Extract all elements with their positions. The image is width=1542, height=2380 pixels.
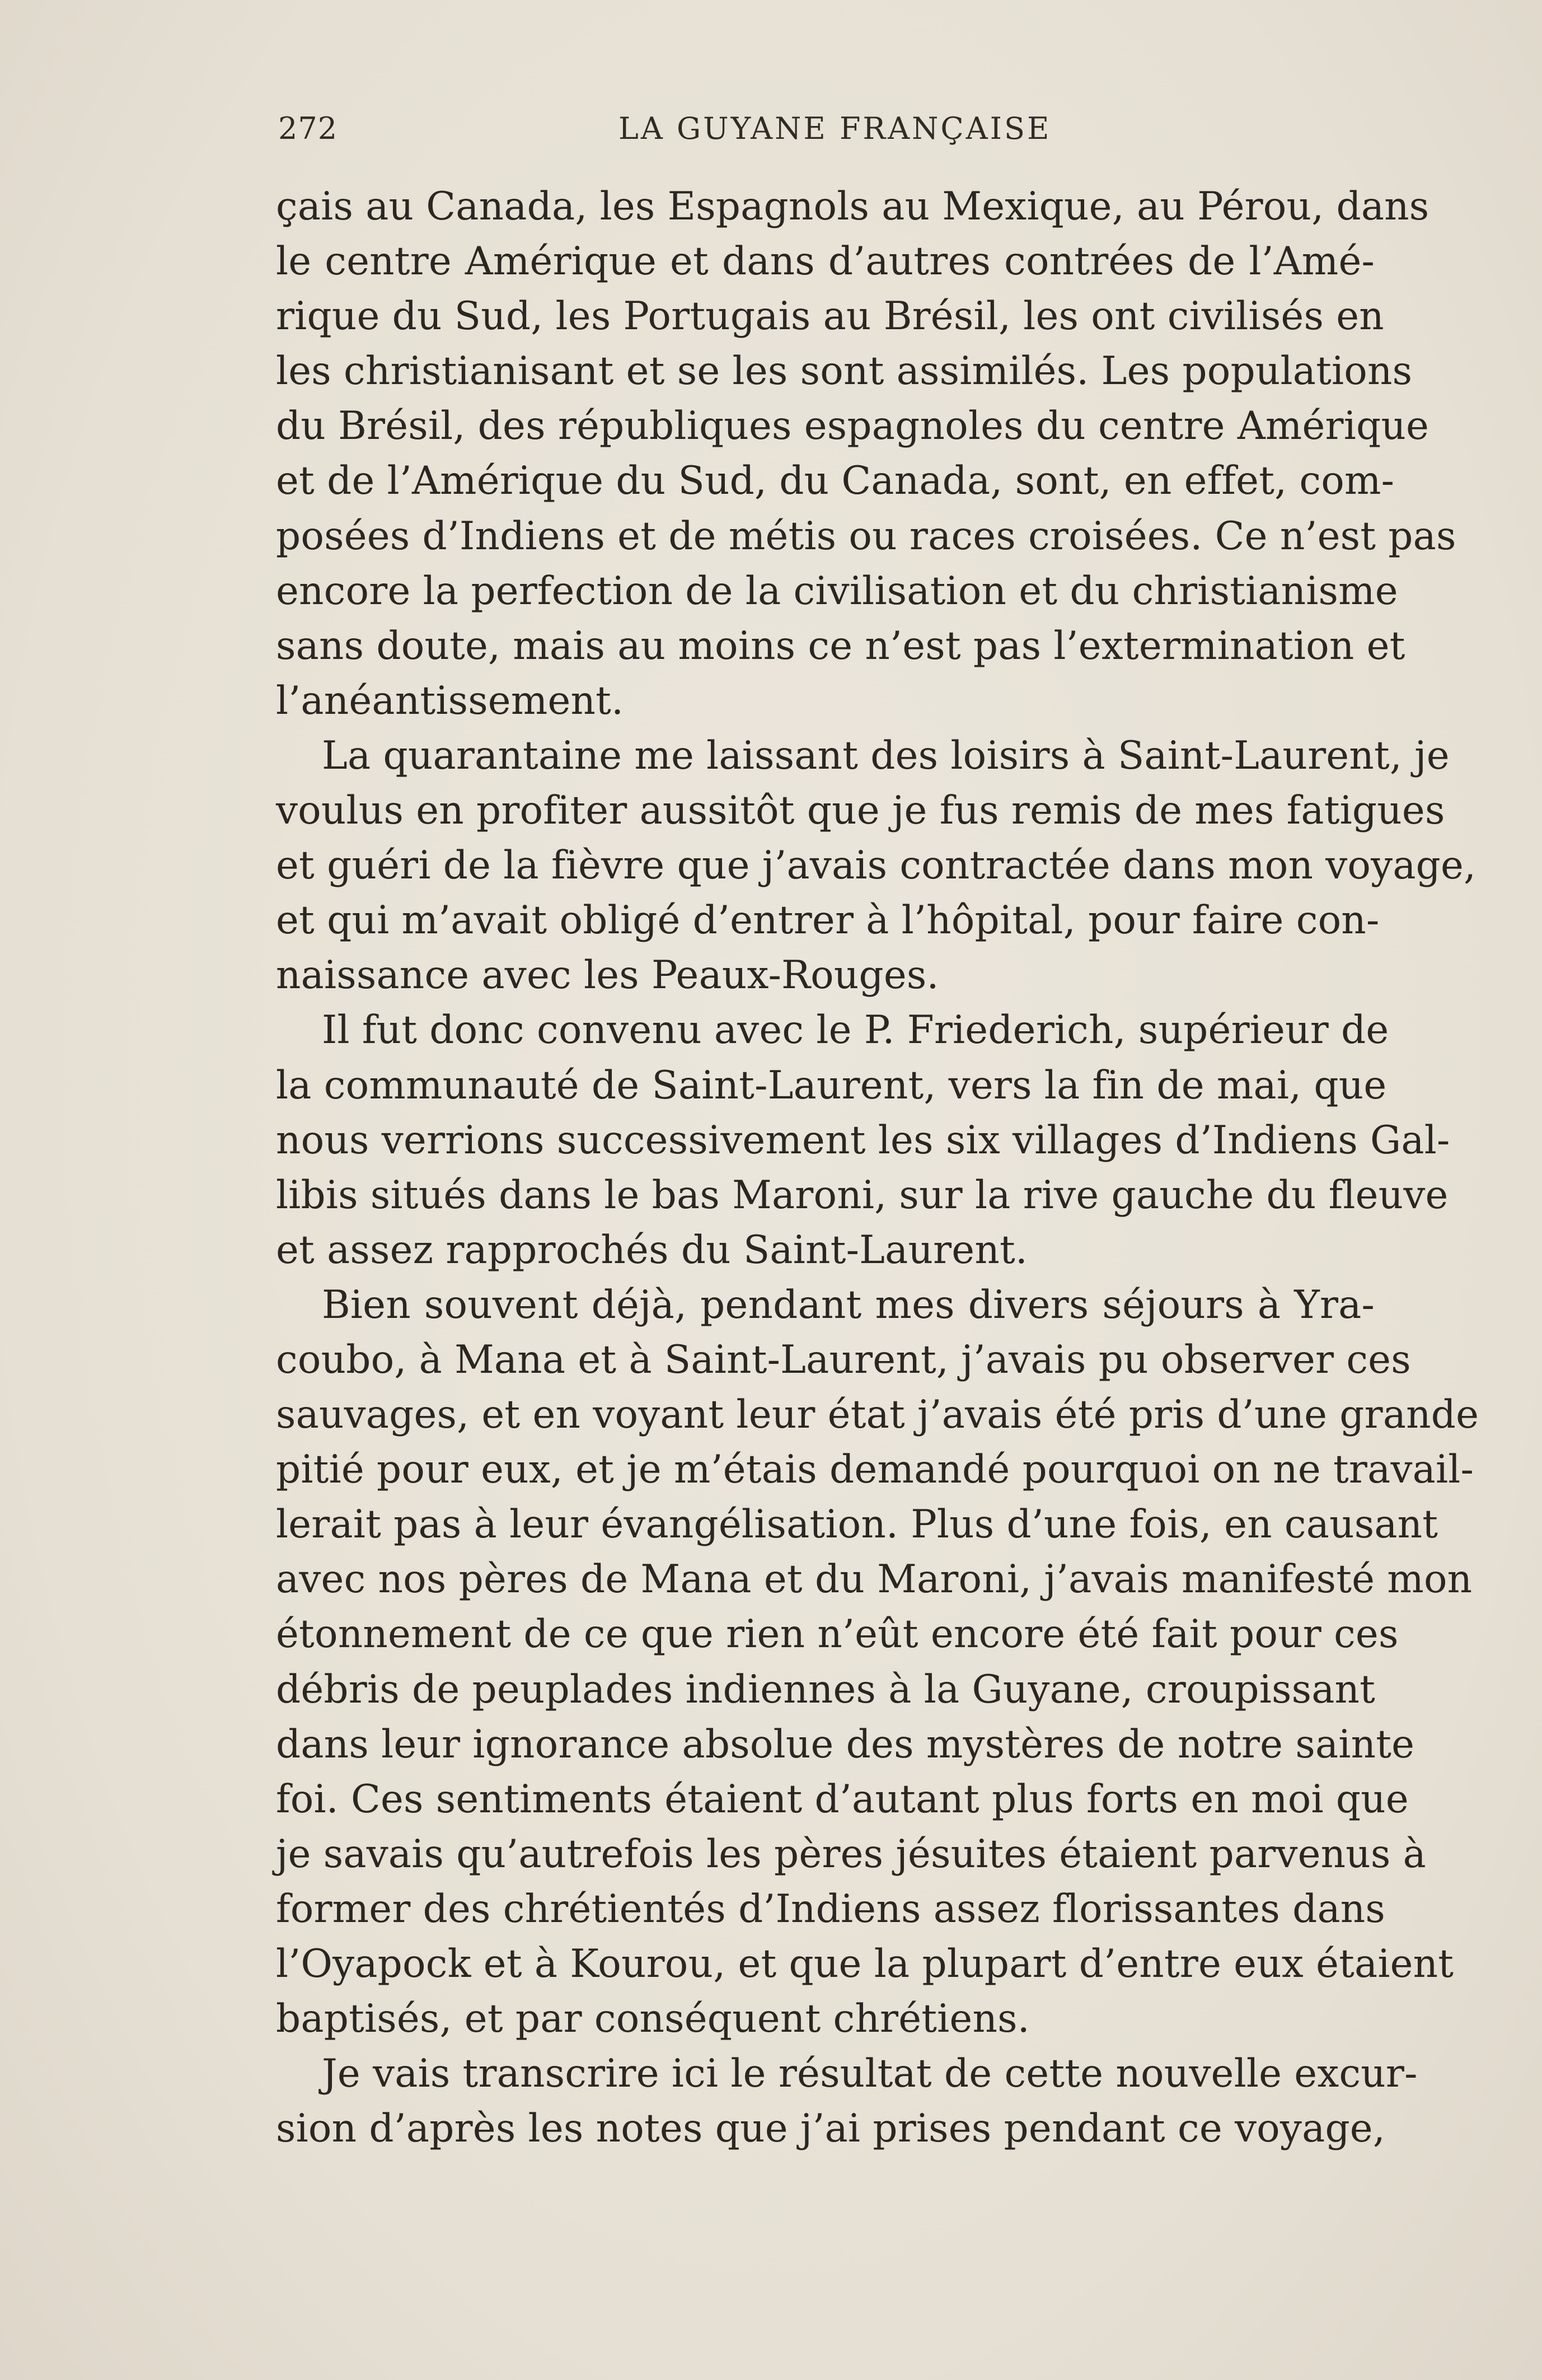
running-title: LA GUYANE FRANÇAISE	[618, 111, 1052, 146]
text-line: coubo, à Mana et à Saint-Laurent, j’avais pu observer ces	[276, 1337, 1411, 1382]
text-line: pitié pour eux, et je m’étais demandé pourquoi on ne travail-	[276, 1447, 1474, 1493]
text-line: libis situés dans le bas Maroni, sur la rive gauche du fleuve	[276, 1172, 1449, 1218]
text-line: l’anéantissement.	[276, 678, 624, 723]
text-line: naissance avec les Peaux-Rouges.	[276, 953, 939, 998]
text-line: sauvages, et en voyant leur état j’avais été pris d’une grande	[276, 1392, 1479, 1438]
text-line: Bien souvent déjà, pendant mes divers séjours à Yra-	[322, 1282, 1375, 1327]
text-line: voulus en profiter aussitôt que je fus remis de mes fatigues	[276, 788, 1445, 834]
text-line: rique du Sud, les Portugais au Brésil, les ont civilisés en	[276, 294, 1384, 339]
text-line: avec nos pères de Mana et du Maroni, j’avais manifesté mon	[276, 1557, 1473, 1602]
text-line: La quarantaine me laissant des loisirs à Saint-Laurent, je	[322, 733, 1450, 778]
text-line: nous verrions successivement les six villages d’Indiens Gal-	[276, 1117, 1450, 1163]
text-line: débris de peuplades indiennes à la Guyane, croupissant	[276, 1667, 1376, 1712]
text-line: sans doute, mais au moins ce n’est pas l’extermination et	[276, 623, 1405, 668]
text-line: et de l’Amérique du Sud, du Canada, sont, en effet, com-	[276, 459, 1395, 504]
text-line: former des chrétientés d’Indiens assez florissantes dans	[276, 1886, 1386, 1932]
text-line: posées d’Indiens et de métis ou races croisées. Ce n’est pas	[276, 513, 1456, 559]
text-line: la communauté de Saint-Laurent, vers la fin de mai, que	[276, 1063, 1387, 1108]
text-line: étonnement de ce que rien n’eût encore été fait pour ces	[276, 1612, 1399, 1657]
page-header	[278, 111, 1370, 150]
text-line: et qui m’avait obligé d’entrer à l’hôpital, pour faire con-	[276, 898, 1380, 943]
text-line: encore la perfection de la civilisation et du christianisme	[276, 568, 1398, 614]
text-line: les christianisant et se les sont assimilés. Les populations	[276, 349, 1413, 394]
text-line: Je vais transcrire ici le résultat de cette nouvelle excur-	[322, 2051, 1418, 2097]
text-line: et guéri de la fièvre que j’avais contractée dans mon voyage,	[276, 843, 1477, 889]
text-line: sion d’après les notes que j’ai prises pendant ce voyage,	[276, 2106, 1385, 2152]
text-line: le centre Amérique et dans d’autres contrées de l’Amé-	[276, 239, 1375, 284]
body-text	[276, 179, 1479, 2156]
text-line: çais au Canada, les Espagnols au Mexique, au Pérou, dans	[276, 184, 1429, 229]
text-line: et assez rapprochés du Saint-Laurent.	[276, 1227, 1028, 1273]
text-line: lerait pas à leur évangélisation. Plus d’une fois, en causant	[276, 1502, 1438, 1547]
page-number: 272	[278, 111, 338, 146]
text-line: Il fut donc convenu avec le P. Friederich, supérieur de	[322, 1008, 1389, 1053]
text-line: je savais qu’autrefois les pères jésuites étaient parvenus à	[276, 1831, 1427, 1877]
text-line: l’Oyapock et à Kourou, et que la plupart d’entre eux étaient	[276, 1942, 1454, 1986]
text-line: dans leur ignorance absolue des mystères de notre sainte	[276, 1722, 1415, 1767]
text-line: baptisés, et par conséquent chrétiens.	[276, 1996, 1030, 2042]
text-line: du Brésil, des républiques espagnoles du centre Amérique	[276, 404, 1429, 449]
text-line: foi. Ces sentiments étaient d’autant plus forts en moi que	[276, 1776, 1409, 1822]
